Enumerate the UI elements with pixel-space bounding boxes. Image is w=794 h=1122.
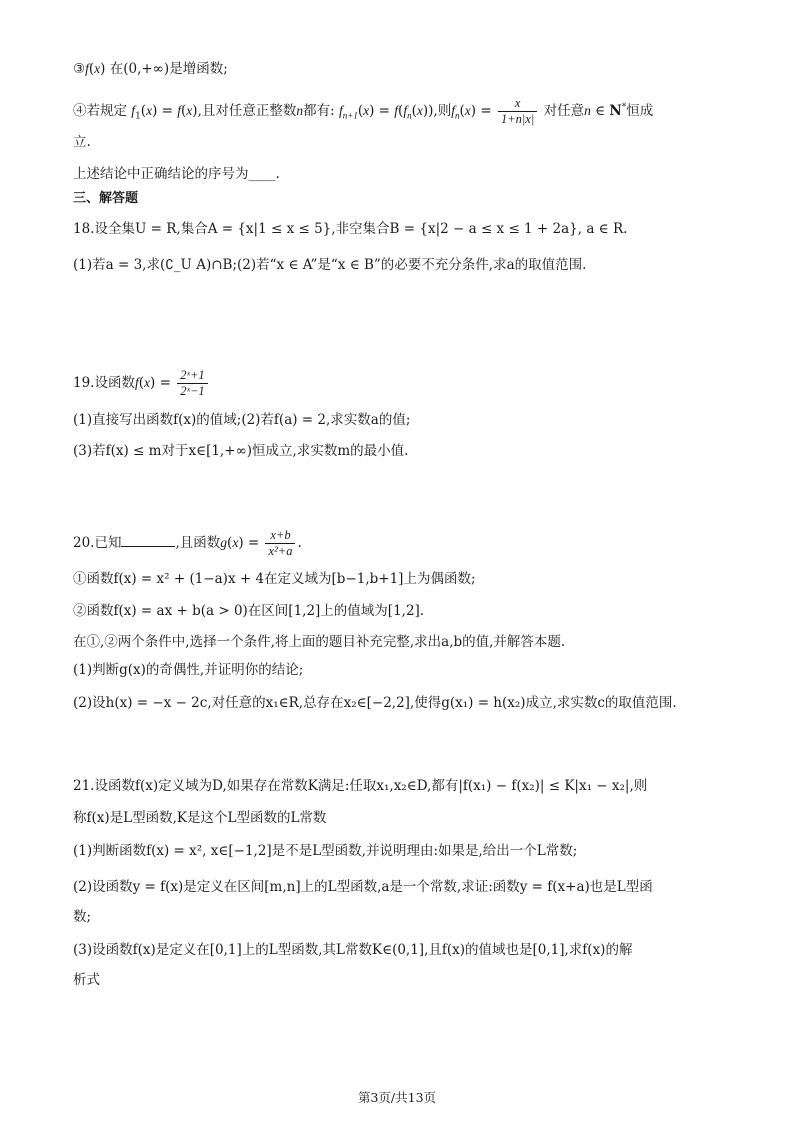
q21-part2-line2: 数; xyxy=(73,909,92,925)
q20-stem: 20.已知 ,且函数g(x) = $\frac{x+b}{\text{x²+a}}$ . xyxy=(73,528,302,558)
q20-mid: ,且函数 xyxy=(175,535,221,551)
q20-part1: (1)判断g(x)的奇偶性,并证明你的结论; xyxy=(73,662,304,678)
conclusion-3: ③f(x) 在(0,+∞)是增函数; xyxy=(73,61,228,77)
q21-part1: (1)判断函数f(x) = x², x∈[−1,2]是不是L型函数,并说明理由:如果是,给出一个L常数; xyxy=(73,843,578,859)
conclusion-4-wrap: 立. xyxy=(73,134,91,150)
conclusion-4-label: ④若规定 xyxy=(73,103,127,119)
q21-stem-line2: 称f(x)是L型函数,K是这个L型函数的L常数 xyxy=(73,810,327,826)
q21-part3-line2: 析式 xyxy=(73,972,100,988)
q19-prefix: 19.设函数 xyxy=(73,375,135,391)
conclusion-4-cond2: 都有: xyxy=(303,103,335,119)
section-title: 三、解答题 xyxy=(73,191,139,206)
conclusion-4-then: ,则 xyxy=(433,103,452,119)
q20-fraction xyxy=(265,528,295,559)
fraction-numerator: 2ˣ+1 xyxy=(177,368,207,384)
fraction-numerator: x xyxy=(498,96,537,112)
q21-part2-line1: (2)设函数y = f(x)是定义在区间[m,n]上的L型函数,a是一个常数,求证:函数y = f(x+a)也是L型函 xyxy=(73,879,653,895)
q20-condition-2: ②函数f(x) = ax + b(a > 0)在区间[1,2]上的值域为[1,2]. xyxy=(73,603,425,619)
fraction-denominator: x²+a xyxy=(268,544,293,558)
conclusion-4-tail: 对任意 xyxy=(543,103,585,119)
q19-stem: 19.设函数f(x) = $\frac{\text{2ˣ+1}}{\text{2ˣ−1}}$ xyxy=(73,368,724,399)
fraction-numerator: x+b xyxy=(265,528,295,544)
fraction-denominator: 2ˣ−1 xyxy=(180,384,205,398)
q20-condition-1: ①函数f(x) = x² + (1−a)x + 4在定义域为[b−1,b+1]上为偶函数; xyxy=(73,571,476,587)
q19-part3: (3)若f(x) ≤ m对于x∈[1,+∞)恒成立,求实数m的最小值. xyxy=(73,443,409,459)
fill-blank-prompt: 上述结论中正确结论的序号为____. xyxy=(73,166,280,182)
q19-part1: (1)直接写出函数f(x)的值域;(2)若f(a) = 2,求实数a的值; xyxy=(73,412,411,428)
q20-prefix: 20.已知 xyxy=(73,535,122,551)
conclusion-4: ④若规定 $f_1(x) = f(x)$,且对任意正整数n都有: $f_{n+1}(x) = f(f_n(x))$,则$f_n(x)$ = $\frac{x}{1+n|x|}$ 对任意n ∈ N*恒成 xyxy=(73,96,654,126)
q20-part2: (2)设h(x) = −x − 2c,对任意的x₁∈R,总存在x₂∈[−2,2],使得g(x₁) = h(x₂)成立,求实数c的取值范围. xyxy=(73,695,677,711)
conclusion-4-tail2: 恒成 xyxy=(626,103,654,119)
page-footer: 第3页/共13页 xyxy=(357,1090,437,1105)
conclusion-3-text: 在(0,+∞)是增函数; xyxy=(109,61,228,77)
q21-stem-line1: 21.设函数f(x)定义域为D,如果存在常数K满足:任取x₁,x₂∈D,都有|f(x₁) − f(x₂)| ≤ K|x₁ − x₂|,则 xyxy=(73,778,648,794)
fraction-denominator: 1+n|x| xyxy=(500,112,535,126)
q20-blank[interactable] xyxy=(121,532,175,547)
q21-part3-line1: (3)设函数f(x)是定义在[0,1]上的L型函数,其L常数K∈(0,1],且f(x)的值域也是[0,1],求f(x)的解 xyxy=(73,942,633,958)
q20-instruction: 在①,②两个条件中,选择一个条件,将上面的题目补充完整,求出a,b的值,并解答本题. xyxy=(73,634,566,650)
q18-stem: 18.设全集U = R,集合A = {x|1 ≤ x ≤ 5},非空集合B = {x|2 − a ≤ x ≤ 1 + 2a}, a ∈ R. xyxy=(73,221,628,237)
conclusion-4-fraction xyxy=(498,96,537,127)
conclusion-3-label: ③ xyxy=(73,61,86,77)
q19-fraction xyxy=(177,368,207,399)
conclusion-4-cond: ,且对任意正整数 xyxy=(197,103,297,119)
q18-parts: (1)若a = 3,求(∁_U A)∩B;(2)若“x ∈ A”是“x ∈ B”的必要不充分条件,求a的取值范围. xyxy=(73,257,587,273)
